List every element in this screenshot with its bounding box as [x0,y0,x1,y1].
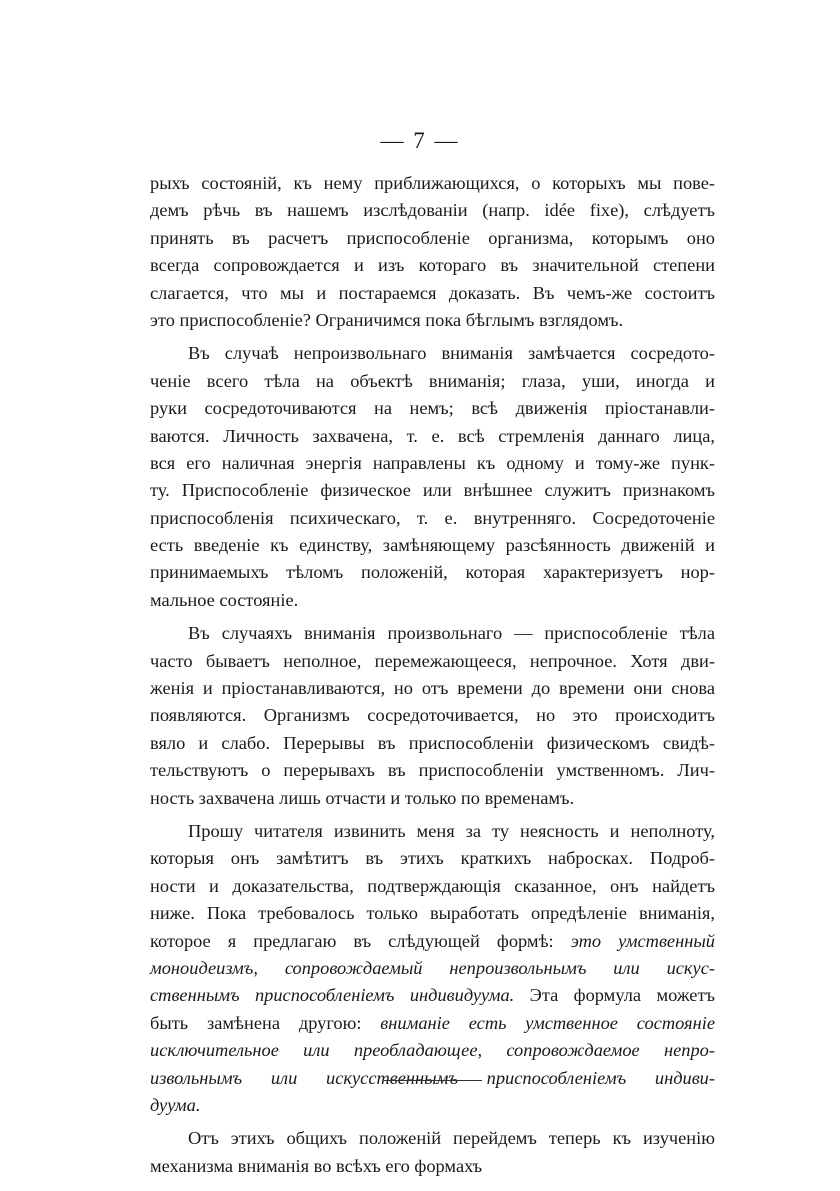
text-run: Отъ этихъ общихъ положеній перейдемъ теперь къ изученію [188,1128,715,1149]
text-line [150,900,715,927]
paragraph [150,818,715,1119]
text-run: часто бываетъ неполное, перемежающееся, непрочное. Хотя дви- [150,650,715,671]
text-run: демъ рѣчь въ нашемъ изслѣдованіи (напр. idée fixe), слѣдуетъ [150,200,715,221]
text-run: появляются. Организмъ сосредоточивается, но это происходитъ [150,705,715,726]
text-line [150,730,715,757]
text-line [150,197,715,224]
text-run: это приспособленіе? Ограничимся пока бѣглымъ взглядомъ. [150,309,624,330]
text-run: тельствуютъ о перерывахъ въ приспособленіи умственномъ. Лич- [150,760,715,781]
text-run: есть введеніе къ единству, замѣняющему разсѣянность движеній и [150,535,715,556]
text-line [150,702,715,729]
text-line [150,1065,715,1092]
text-run: Въ случаяхъ вниманія произвольнаго — приспособленіе тѣла [188,623,715,644]
text-line [150,225,715,252]
text-line [150,252,715,279]
text-run: которое я предлагаю въ слѣдующей формѣ: [150,930,571,951]
text-line [150,1153,715,1180]
text-run: слагается, что мы и постараемся доказать. Въ чемъ-же состоитъ [150,282,715,303]
text-line [150,982,715,1009]
italic-text: ственнымъ приспособленіемъ индивидуума. [150,985,515,1006]
text-run: мальное состояніе. [150,589,299,610]
page-number: — 7 — [380,128,460,153]
text-line [150,505,715,532]
text-line [150,368,715,395]
text-line [150,340,715,367]
text-run: ченіе всего тѣла на объектѣ вниманія; глаза, уши, иногда и [150,370,715,391]
paragraph [150,1125,715,1180]
text-run: ниже. Пока требовалось только выработать опредѣленіе вниманія, [150,903,715,924]
text-line [150,280,715,307]
text-run: рыхъ состояній, къ нему приближающихся, о которыхъ мы пове- [150,173,715,193]
text-run: Прошу читателя извинить меня за ту неясность и неполноту, [188,820,715,841]
text-line [150,818,715,845]
text-line [150,620,715,647]
text-run: вся его наличная энергія направлены къ одному и тому-же пунк- [150,452,715,473]
text-line [150,928,715,955]
italic-text: дуума. [150,1094,201,1115]
text-run: принять въ расчетъ приспособленіе организма, которымъ оно [150,227,715,248]
text-line [150,845,715,872]
text-line [150,785,715,812]
text-run: ваются. Личность захвачена, т. е. всѣ стремленія даннаго лица, [150,425,715,446]
text-run: приспособленія психическаго, т. е. внутренняго. Сосредоточеніе [150,507,715,528]
text-run: ность захвачена лишь отчасти и только по временамъ. [150,787,575,808]
text-line [150,955,715,982]
text-run: принимаемыхъ тѣломъ положеній, которая характеризуетъ нор- [150,562,715,583]
text-run: вяло и слабо. Перерывы въ приспособленіи физическомъ свидѣ- [150,732,715,753]
italic-text: вниманіе есть умственное состояніе [380,1012,715,1033]
paragraph [150,170,715,334]
italic-text: извольнымъ или искусственнымъ приспособленіемъ индиви- [150,1067,715,1088]
text-line [150,423,715,450]
text-line [150,675,715,702]
italic-text: моноидеизмъ, сопровождаемый непроизвольнымъ или искус- [150,957,715,978]
text-run: быть замѣнена другою: [150,1012,381,1033]
text-line [150,477,715,504]
italic-text: исключительное или преобладающее, сопровождаемое непро- [150,1040,715,1061]
end-rule [384,1080,482,1081]
text-line [150,170,715,197]
text-run: ности и доказательства, подтверждающія сказанное, онъ найдетъ [150,875,715,896]
text-run: всегда сопровождается и изъ котораго въ значительной степени [150,255,715,276]
text-line [150,395,715,422]
text-line [150,648,715,675]
text-line [150,307,715,334]
text-line [150,1092,715,1119]
body-text [150,170,715,1180]
text-line [150,1010,715,1037]
text-run: руки сосредоточиваются на немъ; всѣ движенія пріостанавли- [150,398,715,419]
text-line [150,587,715,614]
text-run: которыя онъ замѣтитъ въ этихъ краткихъ набросках. Подроб- [150,848,715,869]
text-run: Въ случаѣ непроизвольнаго вниманія замѣчается сосредото- [188,343,715,364]
text-line [150,757,715,784]
italic-text: это умственный [570,930,715,951]
text-line [150,873,715,900]
text-run: Эта формула можетъ [514,985,715,1006]
text-line [150,559,715,586]
text-line [150,1037,715,1064]
text-line [150,450,715,477]
paragraph [150,340,715,614]
text-line [150,1125,715,1152]
text-run: механизма вниманія во всѣхъ его формахъ [150,1155,483,1176]
text-run: ту. Приспособленіе физическое или внѣшнее служитъ признакомъ [150,480,715,501]
text-run: женія и пріостанавливаются, но отъ времени до времени они снова [150,678,715,699]
text-line [150,532,715,559]
paragraph [150,620,715,812]
